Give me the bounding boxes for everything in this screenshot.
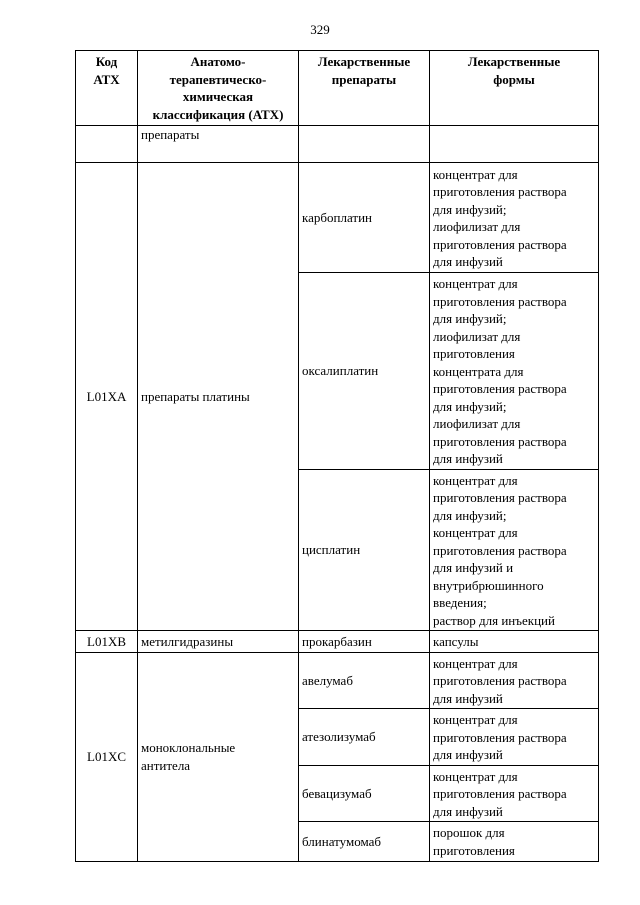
form-line: приготовления раствора: [433, 236, 567, 252]
header-classification-line: терапевтическо-: [169, 71, 267, 87]
form-line: приготовления раствора: [433, 729, 567, 745]
cell-drug: блинатумомаб: [299, 822, 430, 862]
form-line: лиофилизат для: [433, 416, 521, 431]
cell-drug: бевацизумаб: [299, 765, 430, 822]
header-drugs-line: Лекарственные: [317, 54, 411, 69]
form-line: для инфузий: [433, 690, 503, 706]
form-line: порошок для: [433, 825, 505, 840]
form-line: приготовления раствора: [433, 786, 567, 801]
form-line: концентрат для: [433, 166, 518, 182]
form-line: лиофилизат для: [433, 219, 521, 234]
form-line: концентрат для: [433, 768, 518, 784]
form-line: концентрат для: [433, 655, 518, 671]
form-line: концентрат для: [433, 525, 518, 540]
form-line: концентрат для: [433, 472, 518, 488]
cell-classification: метилгидразины: [138, 631, 299, 653]
cell-drug: прокарбазин: [299, 631, 430, 653]
table-row: [76, 652, 599, 709]
cell-drug: цисплатин: [299, 469, 430, 631]
cell-forms: [430, 822, 599, 862]
header-classification-line: Анатомо-: [190, 54, 246, 69]
cell-classification: препараты: [138, 126, 299, 163]
form-line: концентрат для: [433, 712, 518, 727]
form-line: приготовления: [433, 842, 515, 858]
form-line: внутрибрюшинного: [433, 577, 544, 593]
header-drugs: [299, 51, 430, 126]
form-line: приготовления раствора: [433, 673, 567, 688]
cell-forms: [430, 631, 599, 653]
table-header-row: [76, 51, 599, 126]
cell-forms: [430, 469, 599, 631]
form-line: для инфузий;: [433, 311, 507, 326]
cell-forms: [430, 126, 599, 163]
table-row: [76, 631, 599, 653]
form-line: приготовления раствора: [433, 293, 567, 309]
cell-code: L01XA: [76, 163, 138, 631]
form-line: приготовления раствора: [433, 490, 567, 505]
cell-forms: [430, 709, 599, 766]
form-line: приготовления: [433, 346, 515, 361]
form-line: для инфузий;: [433, 398, 507, 414]
atc-drug-table: [75, 50, 599, 862]
form-line: для инфузий: [433, 254, 503, 269]
cell-code: L01XC: [76, 652, 138, 862]
header-code: [76, 51, 138, 126]
form-line: для инфузий;: [433, 507, 507, 523]
cell-classification: препараты платины: [138, 163, 299, 631]
header-code-line: Код: [95, 54, 118, 69]
form-line: для инфузий и: [433, 560, 514, 575]
header-code-line: АТХ: [93, 71, 120, 87]
table-row: [76, 163, 599, 273]
table-row: [76, 126, 599, 163]
form-line: приготовления раствора: [433, 381, 567, 396]
form-line: для инфузий;: [433, 201, 507, 217]
header-drugs-line: препараты: [331, 71, 397, 87]
header-forms-line: формы: [493, 71, 535, 87]
form-line: для инфузий: [433, 803, 503, 819]
form-line: раствор для инъекций: [433, 612, 555, 628]
form-line: введения;: [433, 595, 487, 610]
header-forms: [430, 51, 599, 126]
page-number: 329: [310, 22, 330, 37]
cell-forms: [430, 163, 599, 273]
cell-drug: [299, 126, 430, 163]
form-line: для инфузий: [433, 451, 503, 466]
form-line: для инфузий: [433, 747, 503, 762]
header-classification-line: классификация (АТХ): [152, 106, 284, 122]
header-classification: [138, 51, 299, 126]
cell-drug: авелумаб: [299, 652, 430, 709]
cell-forms: [430, 652, 599, 709]
header-classification-line: химическая: [182, 89, 254, 104]
form-line: приготовления раствора: [433, 184, 567, 199]
form-line: капсулы: [433, 634, 479, 649]
cell-forms: [430, 765, 599, 822]
cell-drug: карбоплатин: [299, 163, 430, 273]
cell-forms: [430, 273, 599, 470]
form-line: концентрата для: [433, 363, 524, 379]
header-forms-line: Лекарственные: [467, 54, 561, 69]
cell-code: [76, 126, 138, 163]
cell-drug: оксалиплатин: [299, 273, 430, 470]
cell-drug: атезолизумаб: [299, 709, 430, 766]
cell-classification: [138, 652, 299, 862]
form-line: концентрат для: [433, 276, 518, 291]
form-line: приготовления раствора: [433, 542, 567, 558]
classification-line: антитела: [141, 757, 191, 773]
form-line: лиофилизат для: [433, 328, 521, 344]
cell-code: L01XB: [76, 631, 138, 653]
classification-line: моноклональные: [141, 740, 236, 756]
form-line: приготовления раствора: [433, 433, 567, 449]
